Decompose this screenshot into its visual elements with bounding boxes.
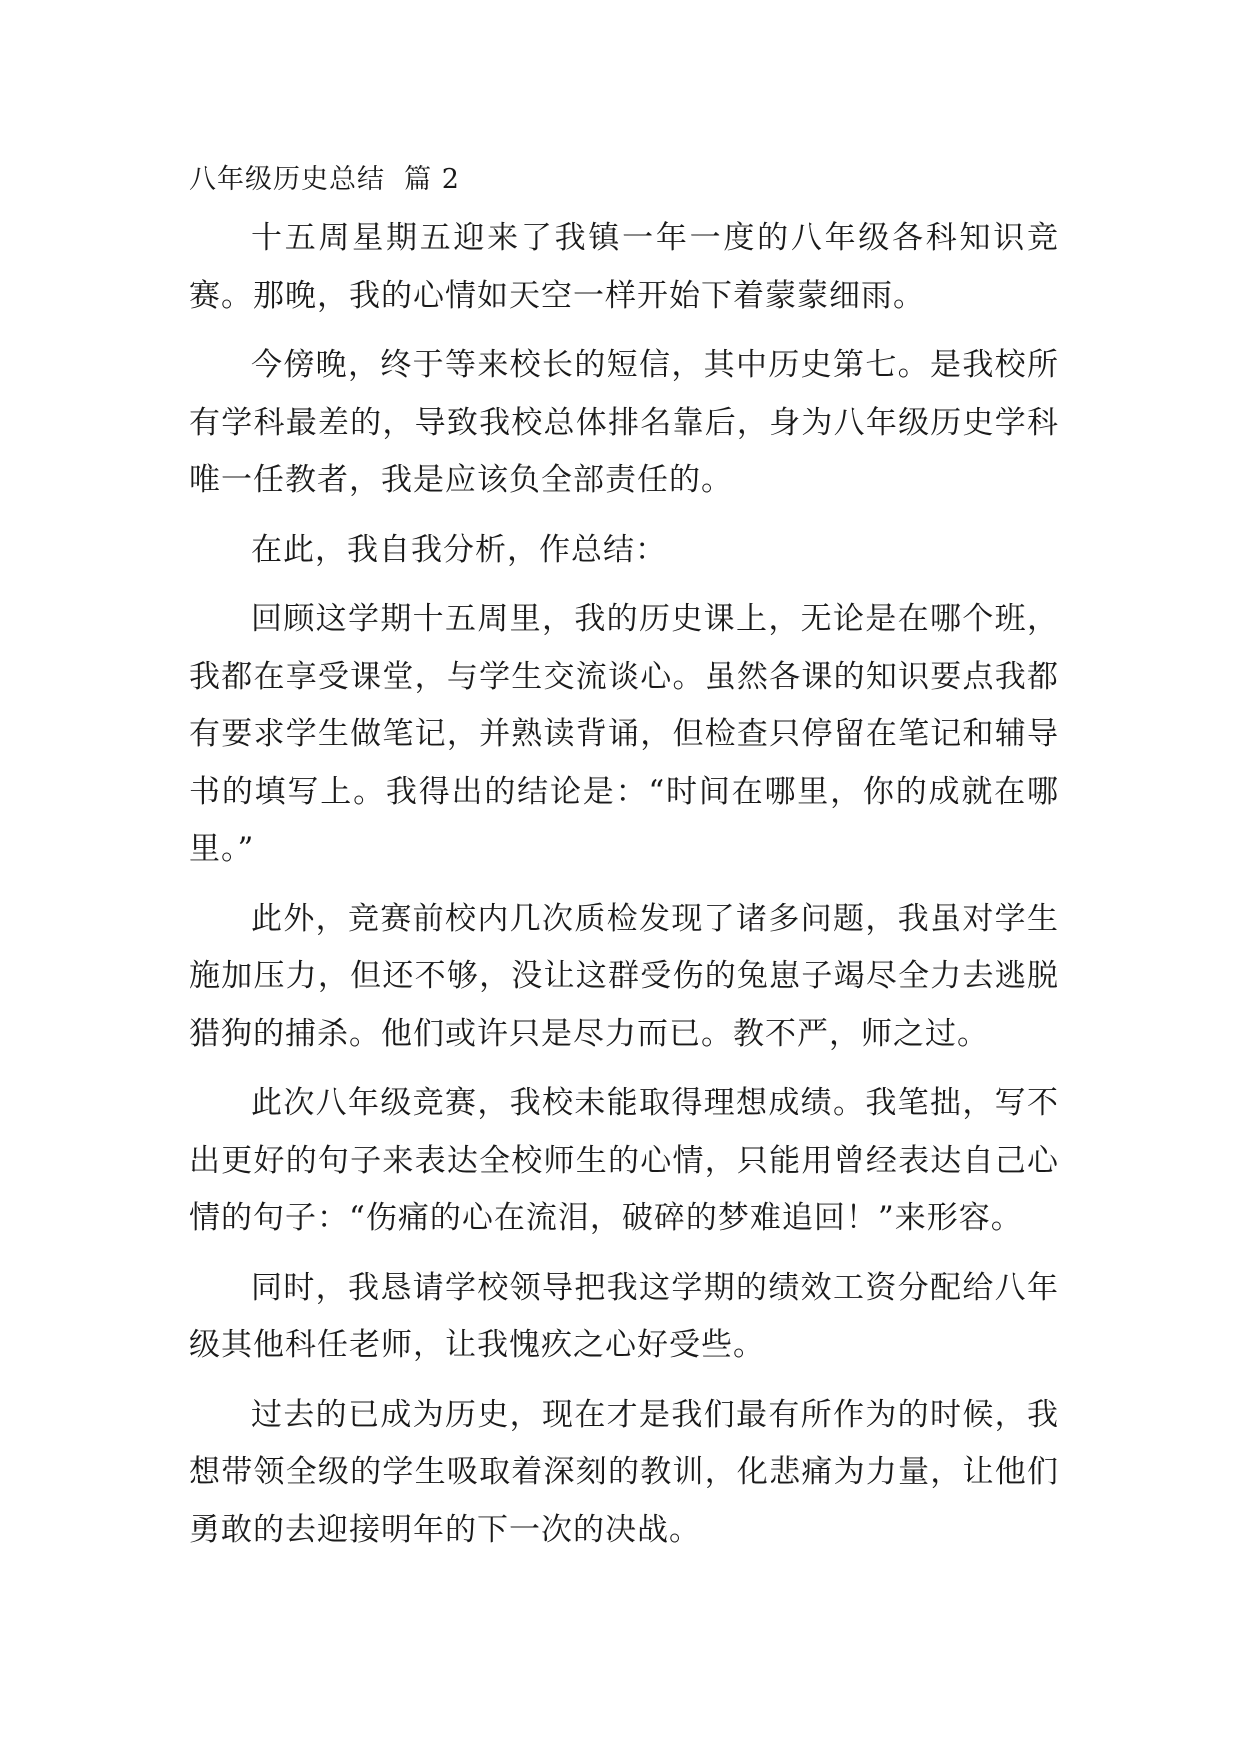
paragraph-future: 过去的已成为历史，现在才是我们最有所作为的时候，我想带领全级的学生吸取着深刻的教训，化悲痛为力量，让他们勇敢的去迎接明年的下一次的决战。: [189, 1396, 1059, 1548]
document-title: 八年级历史总结 篇 2: [189, 164, 460, 195]
paragraph-outcome: 此次八年级竞赛，我校未能取得理想成绩。我笔拙，写不出更好的句子来表达全校师生的心情，只能用曾经表达自己心情的句子：“伤痛的心在流泪，破碎的梦难追回！”来形容。: [189, 1085, 1059, 1236]
paragraph-review: 回顾这学期十五周里，我的历史课上，无论是在哪个班，我都在享受课堂，与学生交流谈心。虽然各课的知识要点我都有要求学生做笔记，并熟读背诵，但检查只停留在笔记和辅导书的填写上。我得出的结论是：“时间在哪里，你的成就在哪里。”: [189, 601, 1059, 867]
paragraph-problems: 此外，竞赛前校内几次质检发现了诸多问题，我虽对学生施加压力，但还不够，没让这群受伤的兔崽子竭尽全力去逃脱猎狗的捕杀。他们或许只是尽力而已。教不严，师之过。: [189, 900, 1059, 1052]
paragraph-request: 同时，我恳请学校领导把我这学期的绩效工资分配给八年级其他科任老师，让我愧疚之心好受些。: [189, 1269, 1059, 1363]
paragraph-result-message: 今傍晚，终于等来校长的短信，其中历史第七。是我校所有学科最差的，导致我校总体排名靠后，身为八年级历史学科唯一任教者，我是应该负全部责任的。: [189, 347, 1059, 498]
paragraph-self-analysis: 在此，我自我分析，作总结：: [251, 531, 667, 568]
paragraph-competition: 十五周星期五迎来了我镇一年一度的八年级各科知识竞赛。那晚，我的心情如天空一样开始下着蒙蒙细雨。: [189, 220, 1059, 314]
document-body: [189, 160, 1059, 1559]
